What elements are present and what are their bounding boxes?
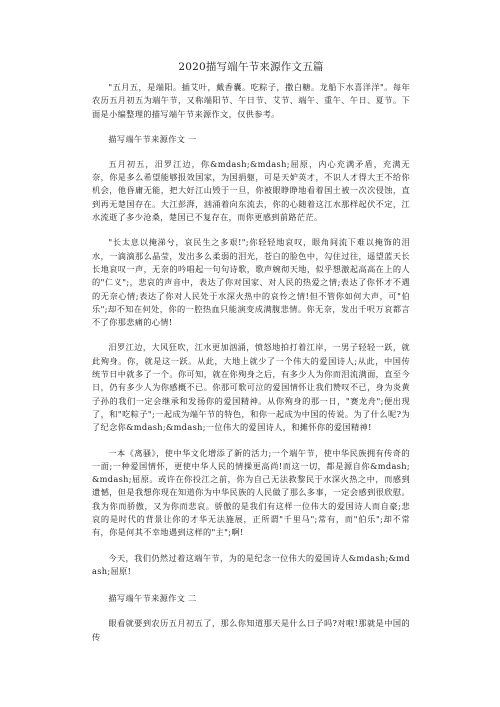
paragraph-5: 今天，我们仍然过着这端午节，为的是纪念一位伟大的爱国诗人&mdash;&mdash;屈原! — [92, 552, 410, 576]
paragraph-2: "长太息以掩涕兮，哀民生之多艰!";你轻轻地哀叹，眼角间流下难以掩饰的泪水，一滴滴那么晶莹，发出多么柔弱的泪光，苍白的脸色中，勾住过往，遥望蓝天长长地哀叹一声，无奈的吟唱起一句句诗歌，歌声婉彻天地，似乎想激起高高在上的人的"仁义";，悲哀的声音中，表达了你对国家、对人民的热爱之情;表达了你怀才不遇的无奈心情;表达了你对人民处于水深火热中的哀怜之情!但不管你如何大声，可"伯乐";却不知在何处，你的一腔热血只能演变成满腹悲情。你无奈，发出千呎万哀都言不了你那悲痛的心情! — [92, 237, 410, 328]
page-title: 2020描写端午节来源作文五篇 — [178, 61, 324, 73]
paragraph-4: 一本《离骚》，使中华文化增添了新的活力;一个端午节，使中华民族拥有传奇的一面;一种爱国情怀，更使中华人民的情操更高尚!而这一切，都是源自你&mdash;&mdash;屈原。或许在你投江之前，你为自己无法救黎民于水深火热之中，而感到遗憾，但是我想你现在知道你为中华民族的人民做了那么多事，一定会感到很欣慰。我为你而骄傲，又为你而悲哀。骄傲的是我们有这样一位伟大的爱国诗人而自豪;悲哀的是时代的背景让你的才华无法施展，正所谓"千里马";常有，而"伯乐";却不常有，你是何其不幸地遇到这样的"主";啊! — [92, 447, 410, 538]
paragraph-3: 汨罗江边，大风狂吹，江水更加汹涌，愤怒地拍打着江岸，一男子轻轻一跃，就此殉身。你，就是这一跃。从此，大地上就少了一个伟大的爱国诗人;从此，中国传统节日中就多了一个。你可知，就在你殉身之后，有多少人为你而泪流满面，直至今日，仍有多少人为你感概不已。你那可歌可泣的爱国情怀让我们赞叹不已，身为炎黄子孙的我们一定会继承和发扬你的爱国精神。从你殉身的那一日，"赛龙舟";便出现了，和"吃粽子";一起成为端午节的特色，和你一起成为中国的传说。为了什么呢?为了纪念你&mdash;&mdash;一位伟大的爱国诗人，和摊怀你的爱国精神! — [92, 342, 410, 433]
paragraph-6: 眼看就要到农历五月初五了，那么你知道那天是什么日子吗?对啦!那就是中国的传 — [92, 618, 410, 642]
section-heading-1: 描写端午节来源作文 一 — [108, 133, 197, 144]
section-heading-2: 描写端午节来源作文 二 — [108, 593, 197, 604]
paragraph-1: 五月初五，汨罗江边，你&mdash;&mdash;屈原，内心充满矛盾，充满无奈，你是多么希望能够报效国家，为国捐躯，可是天妒英才，不识人才得大王不给你机会，他昏庸无能，把大好江山毁于一旦，你被眼睁睁地看着国土被一次次侵蚀，直到再无楚国存在。大江彭湃，汹涌着向东流去，你的心随着这江水那样起伏不定，江水流逝了多少沧桑，楚国已不复存在，而你更感到前路茫茫。 — [92, 158, 410, 223]
intro-paragraph: "五月五，是端阳。插艾叶，戴香囊。吃粽子，撒白糖。龙船下水喜洋洋"。每年农历五月初五为端午节，又称端阳节、午日节、艾节、端午、重午、午日、夏节。下面是小编整理的描写端午节来源作文，仅供参考。 — [92, 82, 410, 119]
